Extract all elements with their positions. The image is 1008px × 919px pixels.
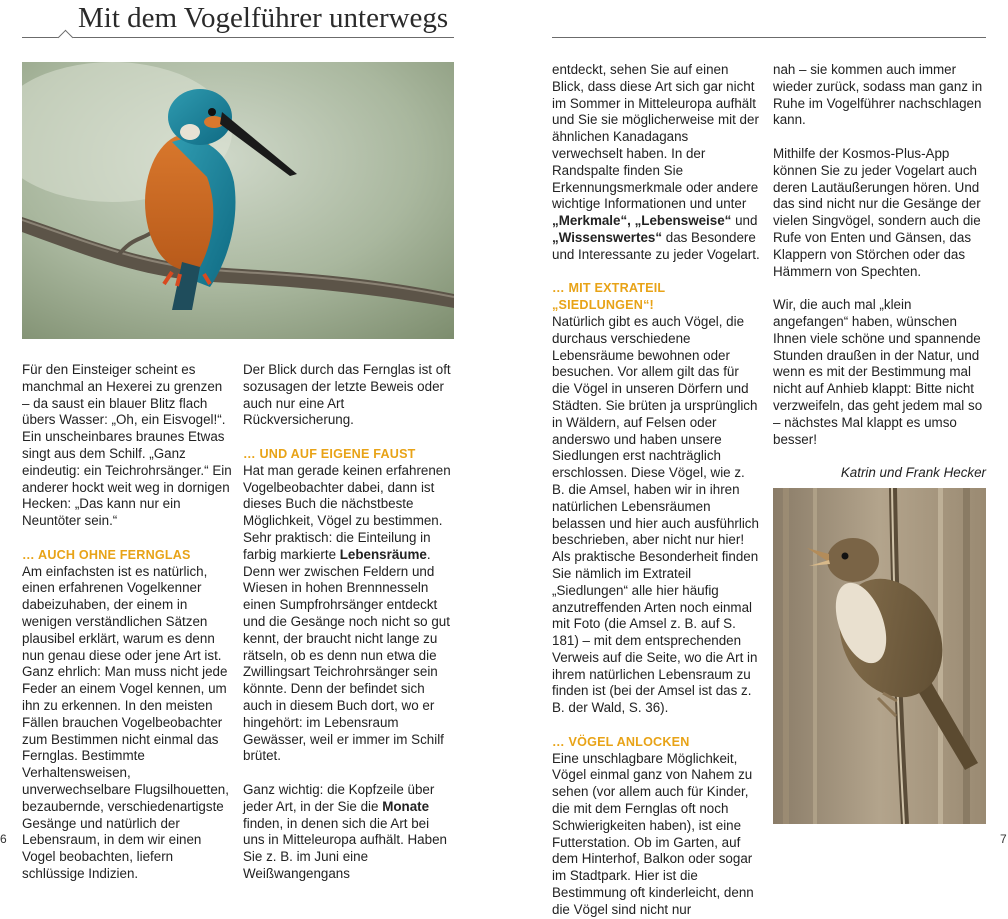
bold-term: „Wissenswertes“ bbox=[552, 229, 663, 245]
author-signature: Katrin und Frank Hecker bbox=[840, 465, 986, 481]
paragraph: Ganz wichtig: die Kopfzeile über jeder Art, in der Sie die Monate finden, in denen sich die Art bei uns in Mitteleuropa aufhält. Haben Sie z. B. im Juni eine Weißwangengans bbox=[243, 781, 447, 881]
section-heading: … UND AUF EIGENE FAUST bbox=[243, 446, 416, 461]
section-heading: … VÖGEL ANLOCKEN bbox=[552, 734, 690, 749]
page-number-left: 6 bbox=[0, 832, 7, 846]
right-col-2 bbox=[773, 62, 986, 482]
paragraph: Mithilfe der Kosmos-Plus-App können Sie zu jeder Vogelart auch deren Lautäußerungen hören. Und das sind nicht nur die Gesänge der vielen Singvögel, sondern auch die Rufe von Enten und Gänsen, das Klappern von Störchen oder das Hämmern von Spechten. bbox=[773, 145, 981, 279]
section-heading: … MIT EXTRATEIL „SIEDLUNGEN“! bbox=[552, 281, 666, 313]
bold-term: Lebensräume bbox=[339, 546, 427, 562]
left-col-2 bbox=[243, 362, 454, 883]
left-col-1 bbox=[22, 362, 232, 883]
page-title: Mit dem Vogelführer unterwegs bbox=[78, 2, 449, 34]
header-rule-left bbox=[22, 37, 454, 38]
paragraph: Der Blick durch das Fernglas ist oft sozusagen der letzte Beweis oder auch nur eine Art Rückversicherung. bbox=[243, 362, 451, 428]
page-number-right: 7 bbox=[1000, 832, 1007, 846]
kingfisher-photo bbox=[22, 62, 454, 339]
paragraph: Am einfachsten ist es natürlich, einen erfahrenen Vogelkenner dabeizuhaben, der einem in wenigen verständlichen Sätzen plausibel erklärt, warum es denn nun genau diese oder jene Art ist. Ganz ehrlich: Man muss nicht jede Feder an einem Vogel kennen, um ihn zu erkennen. In den meisten Fällen brauchen Vogelbeobachter zum Bestimmen nicht einmal das Fernglas. Bestimmte Verhaltensweisen, unverwechselbare Flugsilhouetten, bezaubernde, verschiedenartigste Gesänge und natürlich der Lebensraum, in dem wir einen Vogel beobachten, liefern schlüssige Indizien. bbox=[22, 563, 229, 881]
paragraph: Für den Einsteiger scheint es manchmal an Hexerei zu grenzen – da saust ein blauer Blitz flach übers Wasser: „Oh, ein Eisvogel!“. Ein unscheinbares braunes Etwas singt aus dem Schilf. „Ganz eindeutig: ein Teichrohrsänger.“ Ein anderer hockt weit weg in dornigen Hecken: „Das kann nur ein Neuntöter sein.“ bbox=[22, 362, 232, 529]
paragraph: Wir, die auch mal „klein angefangen“ haben, wünschen Ihnen viele schöne und spannende Stunden draußen in der Natur, und wenn es mit der Bestimmung mal nicht auf Anhieb klappt: Bitte nicht verzweifeln, das geht jedem mal so – nächstes Mal klappt es umso besser! bbox=[773, 297, 983, 447]
header-notch bbox=[58, 30, 74, 46]
paragraph: Eine unschlagbare Möglichkeit, Vögel einmal ganz von Nahem zu sehen (vor allem auch für Kinder, die mit dem Fernglas oft noch Schwierigkeiten haben), ist eine Futterstation. Ob im Garten, auf dem Hinterhof, Balkon oder sogar im Stadtpark. Hier ist die Bestimmung oft kinderleicht, denn die Vögel sind nicht nur bbox=[552, 750, 754, 917]
section-heading: … AUCH OHNE FERNGLAS bbox=[22, 547, 191, 562]
paragraph: Natürlich gibt es auch Vögel, die durchaus verschiedene Lebensräume bewohnen oder besuchen. Vor allem gilt das für die Vögel in unseren Dörfern und Städten. Sie brüten ja ursprünglich in Wäldern, auf Felsen oder anderswo und haben unsere Siedlungen erst nachträglich erschlossen. Diese Vögel, wie z. B. die Amsel, haben wir in ihren natürlichen Lebensräumen belassen und hier auch ausführlich beschrieben, aber nicht nur hier! Als praktische Besonderheit finden Sie nämlich im Extrateil „Siedlungen“ alle hier häufig anzutreffenden Arten noch einmal mit Foto (die Amsel z. B. auf S. 181) – mit dem entsprechenden Verweis auf die Seite, wo die Art in ihrem natürlichen Lebensraum zu finden ist (bei der Amsel ist das z. B. der Wald, S. 36). bbox=[552, 313, 759, 716]
right-col-1 bbox=[552, 62, 760, 919]
bold-term: „Merkmale“, „Lebensweise“ bbox=[552, 213, 732, 229]
paragraph: Hat man gerade keinen erfahrenen Vogelbeobachter dabei, dann ist dieses Buch die nächstbeste Möglichkeit, Vögel zu bestimmen. Sehr praktisch: die Einteilung in farbig markierte Lebensräume. Denn wer zwischen Feldern und Wiesen in hohen Brennnesseln einen Sumpfrohrsänger entdeckt und die Gesänge noch nicht so gut kennt, der braucht nicht lange zu rätseln, ob es denn nun etwa die Zwillingsart Teichrohrsänger sein könnte. Denn der befindet sich auch in diesem Buch dort, wo er hingehört: im Lebensraum Gewässer, weil er immer im Schilf brütet. bbox=[243, 462, 451, 764]
paragraph: entdeckt, sehen Sie auf einen Blick, dass diese Art sich gar nicht im Sommer in Mitteleuropa aufhält und Sie sie möglicherweise mit der ähnlichen Kanadagans verwechselt haben. In der Randspalte finden Sie Erkennungsmerkmale oder andere wichtige Informationen und unter „Merkmale“, „Lebensweise“ und „Wissenswertes“ das Besondere und Interessante zu jeder Vogelart. bbox=[552, 62, 760, 262]
paragraph: nah – sie kommen auch immer wieder zurück, sodass man ganz in Ruhe im Vogelführer nachschlagen kann. bbox=[773, 62, 983, 128]
bold-term: Monate bbox=[382, 798, 430, 814]
reed-warbler-photo bbox=[773, 488, 986, 824]
header-rule-right bbox=[552, 37, 986, 38]
